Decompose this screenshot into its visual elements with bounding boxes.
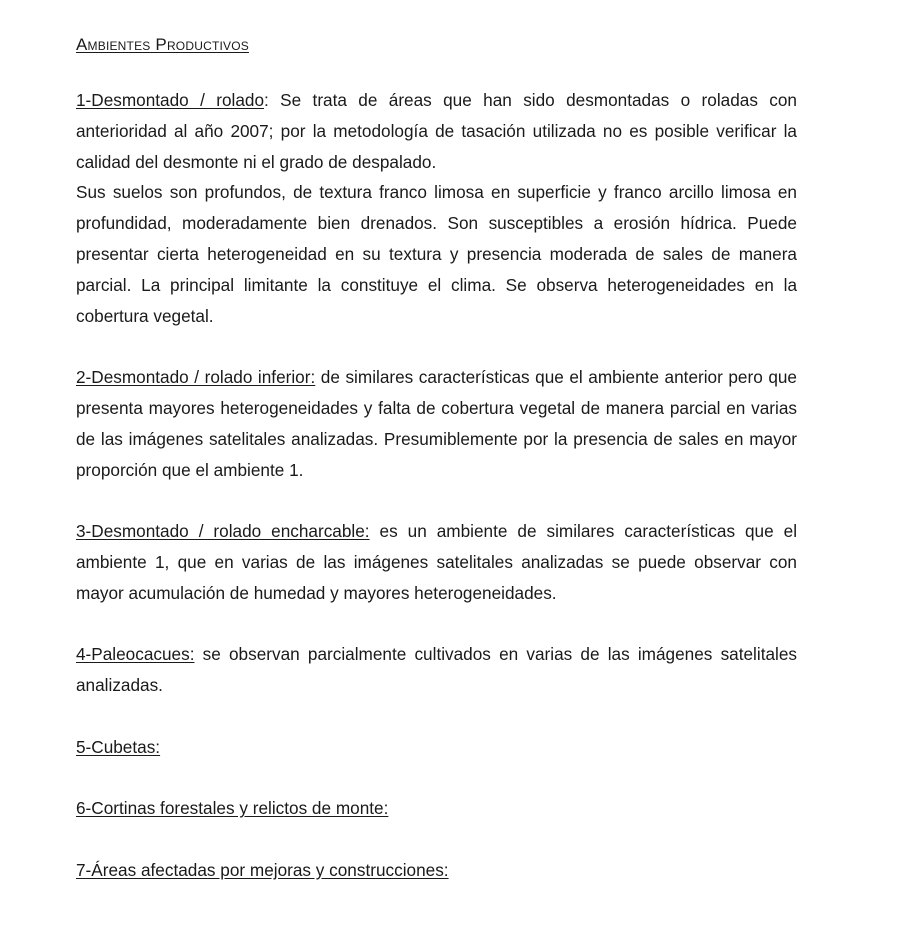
section-3-text: es un ambiente de similares características que el ambiente 1, que en varias de las imágenes satelitales analizadas se puede observar con mayor acumulación de humedad y mayores heterogeneidades. <box>76 521 798 603</box>
section-4-text: se observan parcialmente cultivados en varias de las imágenes satelitales analizadas. <box>76 644 797 696</box>
section-5-heading: 5-Cubetas: <box>76 736 161 757</box>
section-4 <box>76 639 797 701</box>
section-2-text: de similares características que el ambiente anterior pero que presenta mayores heterogeneidades y falta de cobertura vegetal de manera parcial en varias de las imágenes satelitales analizadas. Presumiblemente por la presencia de sales en mayor proporción que el ambiente 1. <box>76 367 797 480</box>
section-1-heading: 1-Desmontado / rolado <box>76 90 265 110</box>
section-4-heading: 4-Paleocacues: <box>76 644 195 665</box>
section-1-extra: Sus suelos son profundos, de textura franco limosa en superficie y franco arcillo limosa en profundidad, moderadamente bien drenados. Son susceptibles a erosión hídrica. Puede presentar cierta heterogeneidad en su textura y presencia moderada de sales de manera parcial. La principal limitante la constituye el clima. Se observa heterogeneidades en la cobertura vegetal. <box>76 182 797 326</box>
section-1-colon: : <box>264 90 269 110</box>
section-1 <box>76 85 797 177</box>
section-2-heading: 2-Desmontado / rolado inferior: <box>76 367 316 388</box>
section-1-text: Se trata de áreas que han sido desmontadas o roladas con anterioridad al año 2007; por la metodología de tasación utilizada no es posible verificar la calidad del desmonte ni el grado de despalado. <box>76 90 797 172</box>
section-3-heading: 3-Desmontado / rolado encharcable: <box>76 521 370 542</box>
document-title: Ambientes Productivos <box>76 35 249 54</box>
section-7-heading: 7-Áreas afectadas por mejoras y construcciones: <box>76 859 449 880</box>
section-3 <box>76 516 797 608</box>
section-6-heading: 6-Cortinas forestales y relictos de monte: <box>76 798 389 819</box>
section-2 <box>76 362 797 485</box>
